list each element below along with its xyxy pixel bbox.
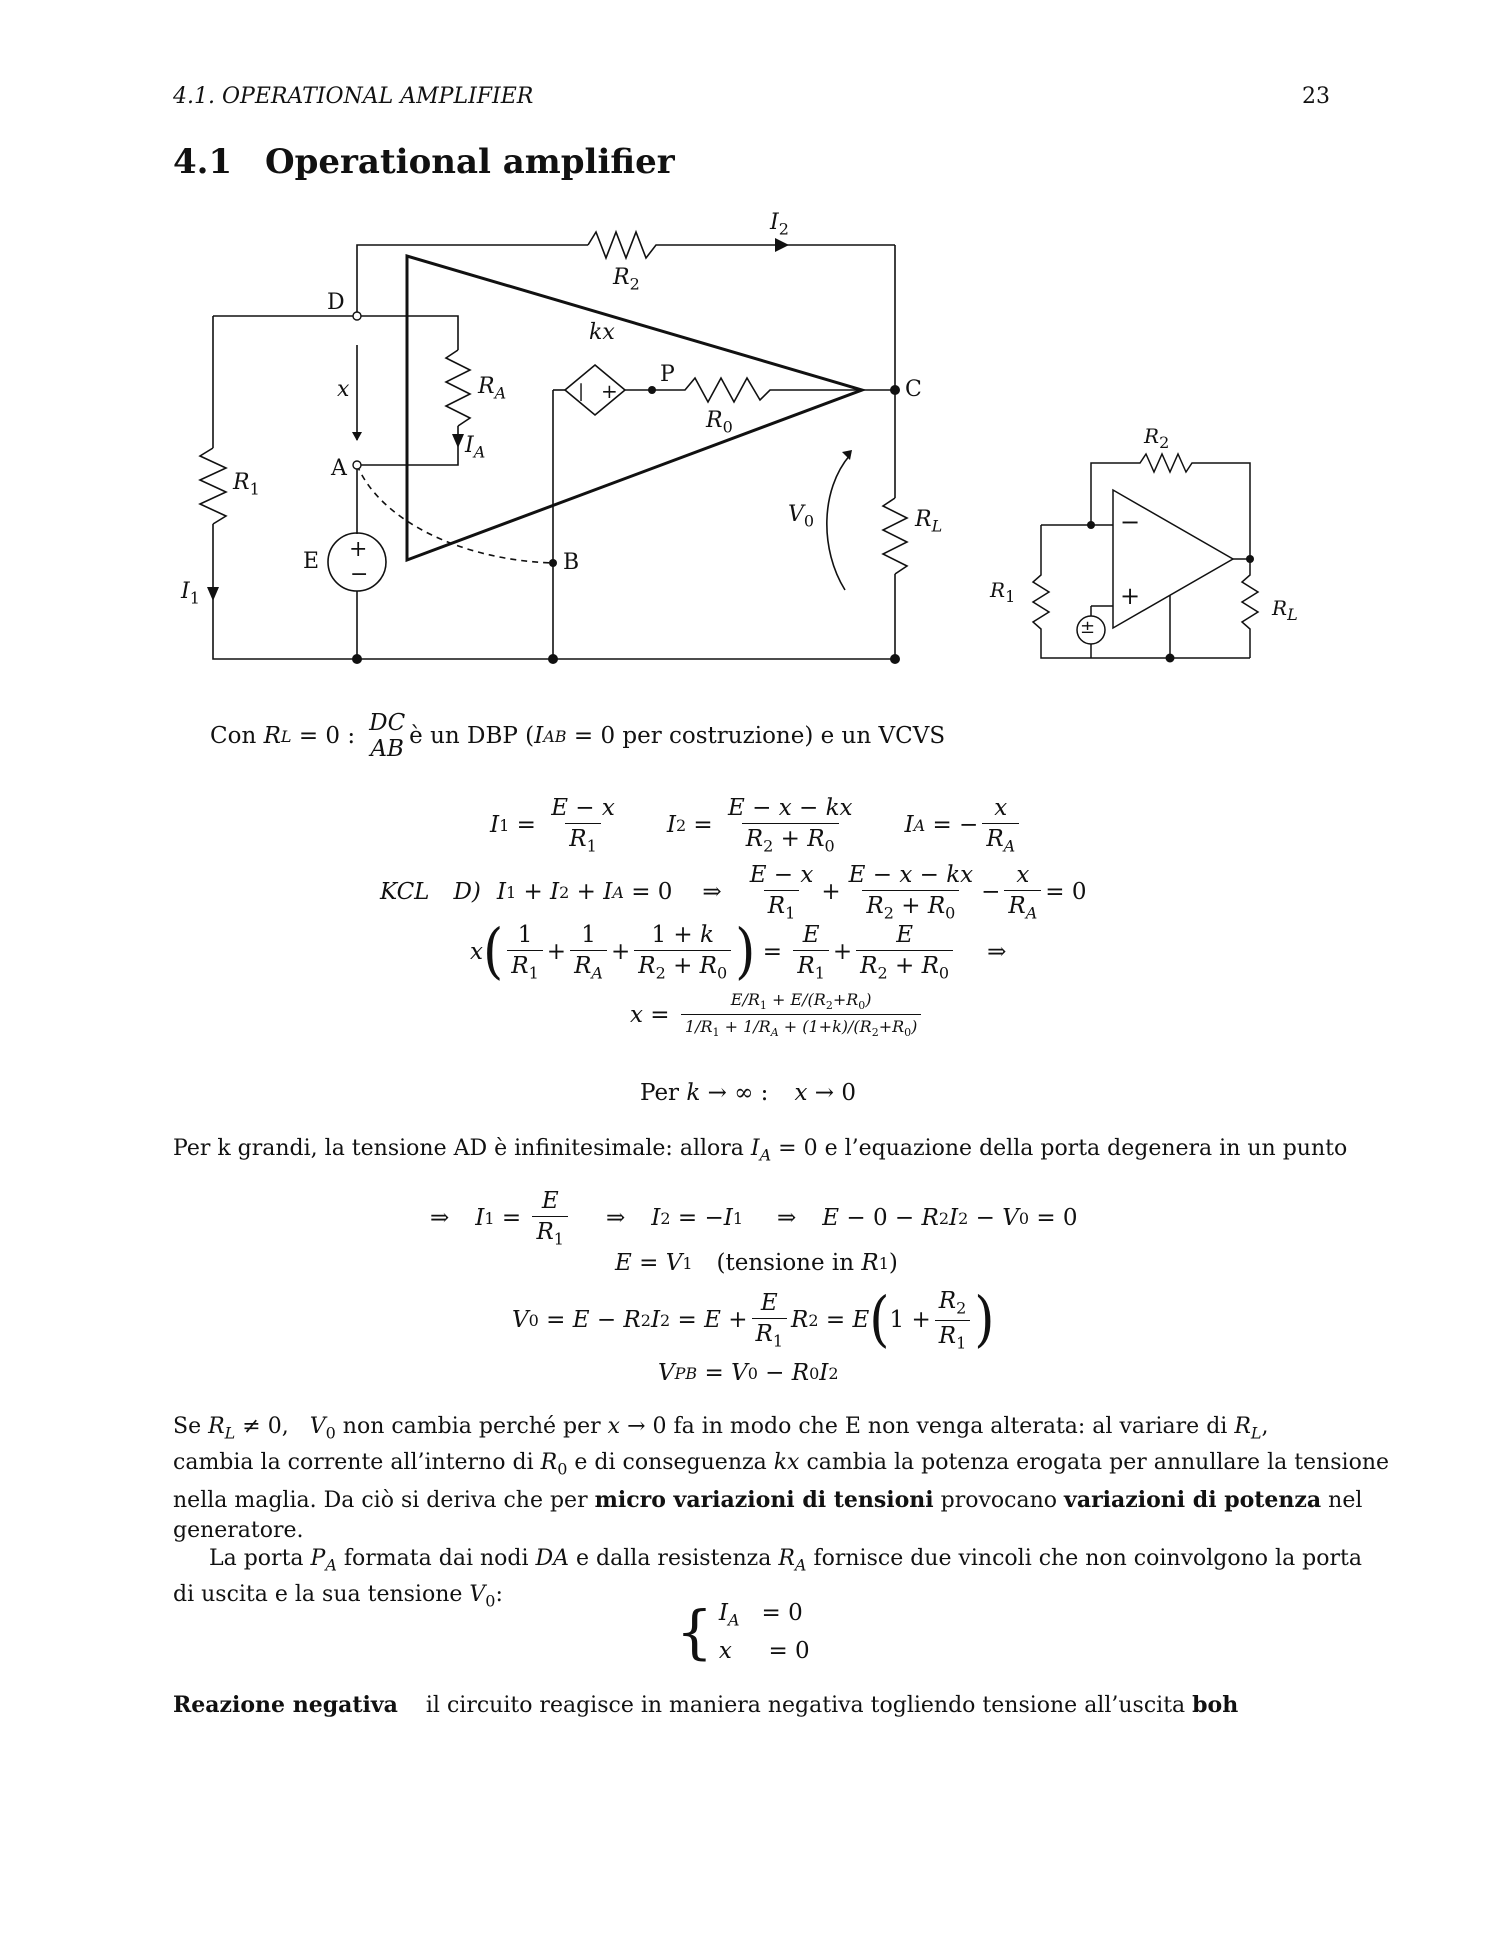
svg-text:+: + xyxy=(601,379,618,403)
svg-text:+: + xyxy=(349,537,368,562)
v0-label: $V_0$ xyxy=(788,502,815,531)
small-r2-label: $R_2$ xyxy=(1144,424,1170,452)
rl-label: $R_L$ xyxy=(915,507,943,536)
page-number: 23 xyxy=(1302,84,1330,109)
small-rl-label: $R_L$ xyxy=(1272,596,1298,624)
equation-limit: Per k → ∞ : x → 0 xyxy=(640,1080,856,1106)
small-opamp-circuit xyxy=(1000,420,1300,680)
con-line: Con R L = 0 : DC AB è un DBP ( I AB = 0 per costruzione) e un VCVS xyxy=(210,710,946,762)
small-r1-label: $R_1$ xyxy=(990,578,1016,606)
equation-e-v1: E = V 1 (tensione in R 1 ) xyxy=(615,1250,898,1276)
small-minus-label: − xyxy=(1120,508,1141,536)
paragraph-rl-nonzero: Se $R_L \ne 0$, $V_0$ non cambia perché per x → 0 fa in modo che E non venga alterata: al variare di $R_L$, cambia la corrente all’interno di $R_0$ e di conseguenza kx cambia la potenza erogata per annullare la tensione nella maglia. Da ciò si deriva che per micro variazioni di tensioni provocano variazioni di potenza nel generatore. xyxy=(173,1414,1390,1543)
equation-kcl: KCL D) I 1 + I 2 + I A = 0 ⇒ $\frac{E - x}{R_1}$ + $\frac{E - x - kx}{R_2 + R_0}$ − $\frac{x}{R_A}$ = 0 xyxy=(380,862,1087,923)
paragraph-k-large: Per k grandi, la tensione AD è infinitesimale: allora $I_A = 0$ e l’equazione della porta degenera in un punto xyxy=(173,1136,1348,1165)
section-title: Operational amplifier xyxy=(265,142,675,182)
equation-x-factor: x ( $\frac{1}{R_1}$ + $\frac{1}{R_A}$ + $\frac{1 + k}{R_2 + R_0}$ ) = $\frac{E}{R_1}$ + $\frac{E}{R_2 + R_0}$ ⇒ xyxy=(470,917,1007,987)
svg-text:|: | xyxy=(578,381,585,402)
equation-x-solution: x = $\frac{E/R_1 + E/(R_2+R_0)}{1/R_1 + 1/R_A + (1+k)/(R_2+R_0)}$ xyxy=(630,990,925,1039)
node-d-label: D xyxy=(327,290,345,315)
node-c-label: C xyxy=(905,377,922,402)
r1-label: $R_1$ xyxy=(233,470,260,499)
svg-text:−: − xyxy=(350,562,369,587)
equation-vpb: V PB = V 0 − R 0 I 2 xyxy=(658,1360,839,1386)
r0-label: $R_0$ xyxy=(706,408,733,437)
node-p-label: P xyxy=(660,362,675,387)
paragraph-porta-pa: La porta $P_A$ formata dai nodi DA e dalla resistenza $R_A$ fornisce due vincoli che non coinvolgono la porta di uscita e la sua tensione $V_0$: xyxy=(173,1546,1362,1611)
paragraph-reazione-negativa: Reazione negativa il circuito reagisce in maniera negativa togliendo tensione all’uscita boh xyxy=(173,1692,1239,1718)
running-head: 4.1. OPERATIONAL AMPLIFIER xyxy=(173,84,534,109)
equation-currents: I 1 = $\frac{E - x}{R_1}$ I 2 = $\frac{E - x - kx}{R_2 + R_0}$ I A = − $\frac{x}{R_A}$ xyxy=(490,795,1023,856)
node-a-label: A xyxy=(331,456,347,481)
equation-i1-i2: ⇒ I 1 = $\frac{E}{R_1}$ ⇒ I 2 = − I 1 ⇒ E − 0 − R 2 I 2 − V 0 = 0 xyxy=(430,1188,1078,1249)
equation-v0: V 0 = E − R 2 I 2 = E + $\frac{E}{R_1}$ R 2 = E ( 1 + $\frac{R_2}{R_1}$ ) xyxy=(512,1285,995,1355)
small-plus-label: + xyxy=(1120,582,1141,610)
x-label: x xyxy=(337,377,350,402)
ra-label: $R_A$ xyxy=(478,374,507,403)
node-b-label: B xyxy=(563,550,580,575)
constraint-system: { $I_A$ = 0 x = 0 xyxy=(676,1597,810,1666)
kx-label: kx xyxy=(589,320,615,345)
section-number: 4.1 xyxy=(173,142,233,182)
i2-label: $I_2$ xyxy=(770,210,789,239)
ia-label: $I_A$ xyxy=(465,433,486,462)
i1-label: $I_1$ xyxy=(181,579,200,608)
r2-label: $R_2$ xyxy=(613,265,640,294)
small-source-symbol: ± xyxy=(1080,617,1096,638)
source-e-label: E xyxy=(303,549,320,574)
